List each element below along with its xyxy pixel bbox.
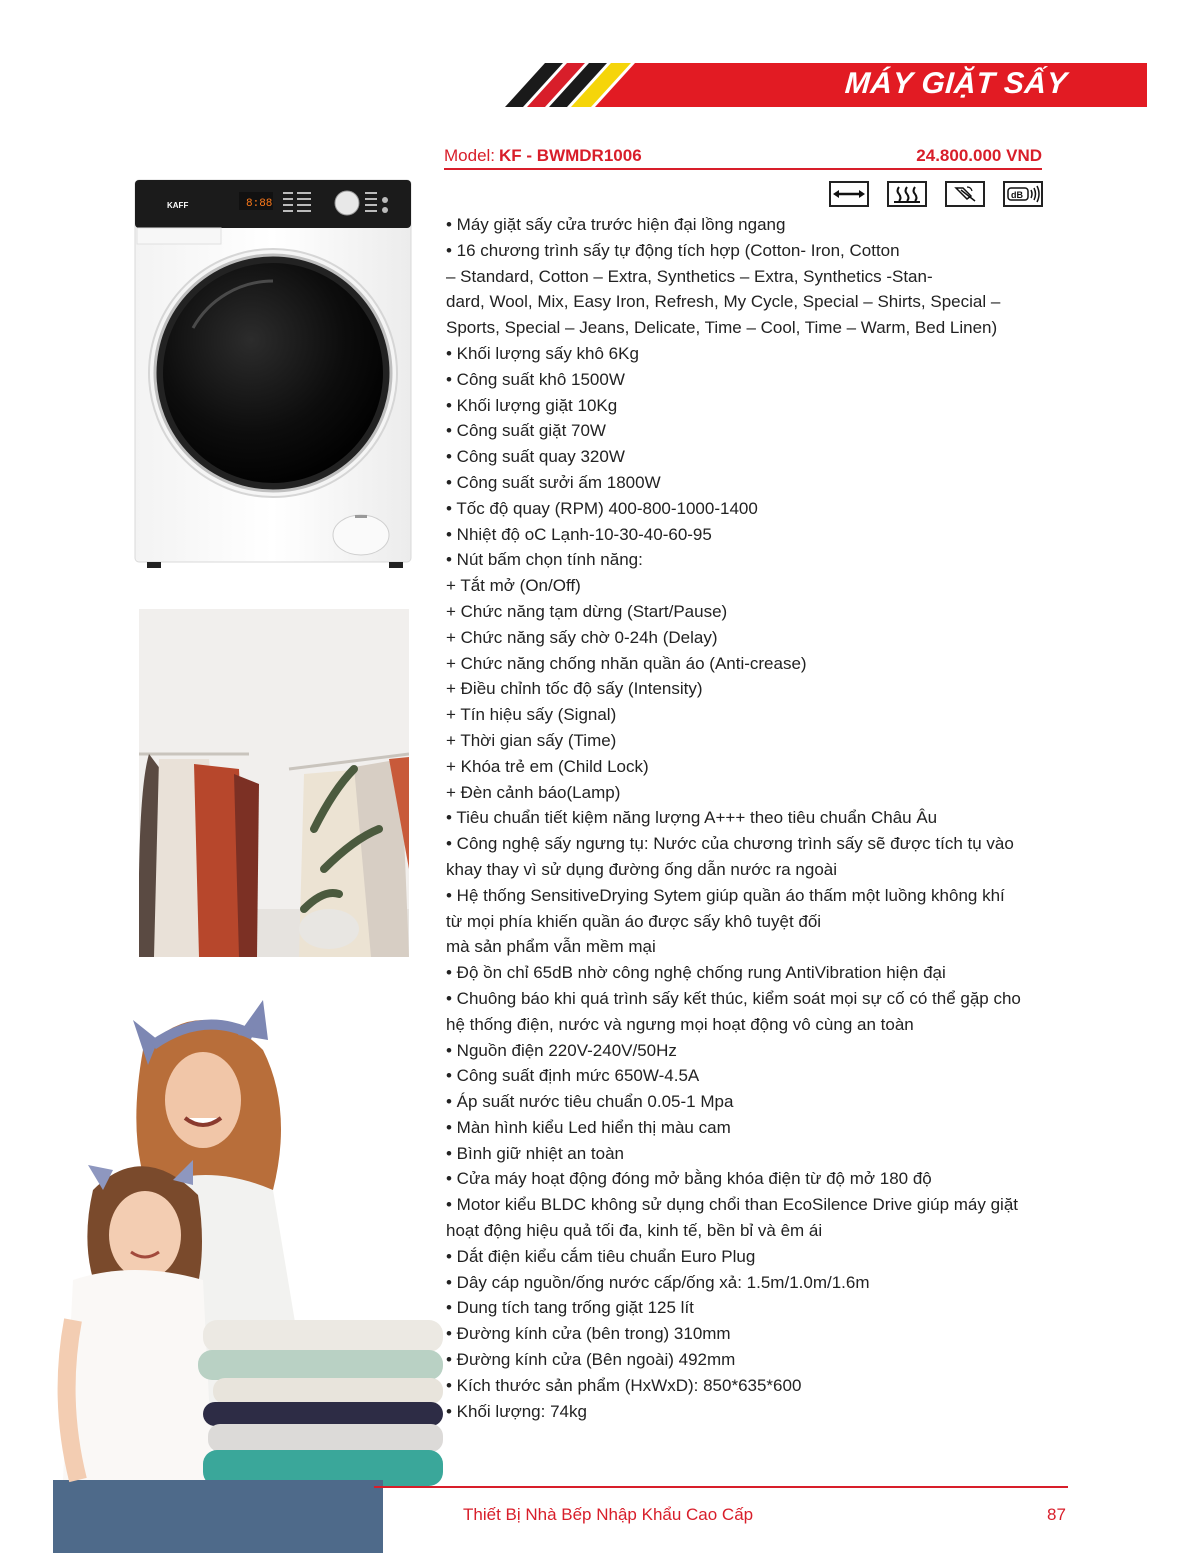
spec-line: • Công suất quay 320W bbox=[446, 447, 625, 467]
spec-line: • Công suất giặt 70W bbox=[446, 421, 606, 441]
spec-line: • Áp suất nước tiêu chuẩn 0.05-1 Mpa bbox=[446, 1092, 734, 1112]
spec-line: • Dây cáp nguồn/ống nước cấp/ống xả: 1.5m/1.0m/1.6m bbox=[446, 1272, 870, 1292]
db-icon-text: dB bbox=[1011, 190, 1023, 200]
spec-line: • Bình giữ nhiệt an toàn bbox=[446, 1143, 625, 1163]
clothes-rack-photo bbox=[139, 609, 409, 957]
spec-line: + Chức năng chống nhăn quần áo (Anti-crease) bbox=[446, 653, 807, 673]
spec-line: • Khối lượng: 74kg bbox=[446, 1401, 587, 1421]
spec-line: • Độ ồn chỉ 65dB nhờ công nghệ chống rung AntiVibration hiện đại bbox=[446, 963, 946, 983]
section-title: MÁY GIẶT SẤY bbox=[843, 67, 1069, 100]
spec-line: • Hệ thống SensitiveDrying Sytem giúp quần áo thấm một luồng không khí bbox=[446, 885, 1005, 905]
spec-line: + Điều chỉnh tốc độ sấy (Intensity) bbox=[446, 679, 703, 699]
width-arrow-icon bbox=[829, 181, 869, 207]
washer-product-photo bbox=[133, 178, 413, 570]
model-label: Model: bbox=[444, 146, 496, 165]
spec-line: hoạt động hiệu quả tối đa, kinh tế, bền bỉ và êm ái bbox=[446, 1221, 823, 1241]
spec-line: • Công suất khô 1500W bbox=[446, 369, 625, 389]
spec-line: • Nút bấm chọn tính năng: bbox=[446, 550, 643, 570]
spec-line: mà sản phẩm vẫn mềm mại bbox=[446, 937, 656, 957]
low-noise-db-icon bbox=[1003, 181, 1043, 207]
footer-divider bbox=[374, 1486, 1068, 1488]
spec-line: + Thời gian sấy (Time) bbox=[446, 730, 617, 750]
spec-line: • Motor kiểu BLDC không sử dụng chổi than EcoSilence Drive giúp máy giặt bbox=[446, 1195, 1019, 1215]
spec-line: + Chức năng tạm dừng (Start/Pause) bbox=[446, 601, 728, 621]
spec-line: • Chuông báo khi quá trình sấy kết thúc, kiểm soát mọi sự cố có thể gặp cho bbox=[446, 988, 1021, 1008]
price: 24.800.000 VND bbox=[916, 146, 1042, 165]
section-banner bbox=[505, 63, 1147, 107]
spec-line: • Khối lượng giặt 10Kg bbox=[446, 395, 618, 415]
spec-line: + Khóa trẻ em (Child Lock) bbox=[446, 756, 649, 776]
spec-line: • Đường kính cửa (bên trong) 310mm bbox=[446, 1324, 731, 1344]
washer-display-text: 8:88 bbox=[246, 198, 273, 210]
model-price-row bbox=[444, 146, 1042, 170]
spec-line: khay thay vì sử dụng đường ống dẫn nước ra ngoài bbox=[446, 859, 838, 879]
footer-tagline: Thiết Bị Nhà Bếp Nhập Khẩu Cao Cấp bbox=[463, 1505, 754, 1524]
model-value: KF - BWMDR1006 bbox=[499, 146, 642, 165]
feature-icons bbox=[829, 181, 1043, 209]
spec-line: • Tốc độ quay (RPM) 400-800-1000-1400 bbox=[446, 498, 758, 518]
spec-line: • Tiêu chuẩn tiết kiệm năng lượng A+++ theo tiêu chuẩn Châu Âu bbox=[446, 808, 938, 828]
spec-line: • Kích thước sản phẩm (HxWxD): 850*635*600 bbox=[446, 1375, 802, 1395]
spec-line: • Nguồn điện 220V-240V/50Hz bbox=[446, 1040, 677, 1060]
model-line bbox=[444, 146, 642, 166]
washer-brand-text: KAFF bbox=[167, 201, 189, 210]
spec-line: • Màn hình kiểu Led hiển thị màu cam bbox=[446, 1117, 731, 1137]
heat-drying-icon bbox=[887, 181, 927, 207]
spec-line: • Cửa máy hoạt động đóng mở bằng khóa điện từ độ mở 180 độ bbox=[446, 1169, 932, 1189]
spec-line: • 16 chương trình sấy tự động tích hợp (Cotton- Iron, Cotton bbox=[446, 240, 900, 260]
spec-line: + Chức năng sấy chờ 0-24h (Delay) bbox=[446, 627, 718, 647]
spec-line: hệ thống điện, nước và ngưng mọi hoạt động vô cùng an toàn bbox=[446, 1014, 914, 1034]
spec-line: dard, Wool, Mix, Easy Iron, Refresh, My Cycle, Special – Shirts, Special – bbox=[446, 292, 1001, 312]
spec-line: • Khối lượng sấy khô 6Kg bbox=[446, 343, 639, 363]
spec-line: – Standard, Cotton – Extra, Synthetics – Extra, Synthetics -Stan- bbox=[446, 266, 933, 286]
spec-line: + Tín hiệu sấy (Signal) bbox=[446, 705, 617, 725]
specifications-list bbox=[446, 212, 1066, 1424]
touch-control-icon bbox=[945, 181, 985, 207]
spec-line: • Dắt điện kiểu cắm tiêu chuẩn Euro Plug bbox=[446, 1246, 756, 1266]
spec-line: • Nhiệt độ oC Lạnh-10-30-40-60-95 bbox=[446, 524, 712, 544]
spec-line: • Công suất sưởi ấm 1800W bbox=[446, 472, 661, 492]
page-number: 87 bbox=[1047, 1505, 1066, 1524]
spec-line: Sports, Special – Jeans, Delicate, Time – Cool, Time – Warm, Bed Linen) bbox=[446, 318, 998, 338]
spec-line: • Dung tích tang trống giặt 125 lít bbox=[446, 1298, 694, 1318]
spec-line: • Công nghệ sấy ngưng tụ: Nước của chương trình sấy sẽ được tích tụ vào bbox=[446, 834, 1014, 854]
spec-line: • Công suất định mức 650W-4.5A bbox=[446, 1066, 700, 1086]
spec-line: • Đường kính cửa (Bên ngoài) 492mm bbox=[446, 1350, 736, 1370]
spec-line: • Máy giặt sấy cửa trước hiện đại lồng ngang bbox=[446, 215, 786, 234]
spec-line: + Tắt mở (On/Off) bbox=[446, 576, 581, 596]
spec-line: từ mọi phía khiến quần áo được sấy khô tuyệt đối bbox=[446, 911, 822, 931]
mother-daughter-laundry-photo bbox=[53, 990, 473, 1553]
spec-line: + Đèn cảnh báo(Lamp) bbox=[446, 782, 621, 802]
